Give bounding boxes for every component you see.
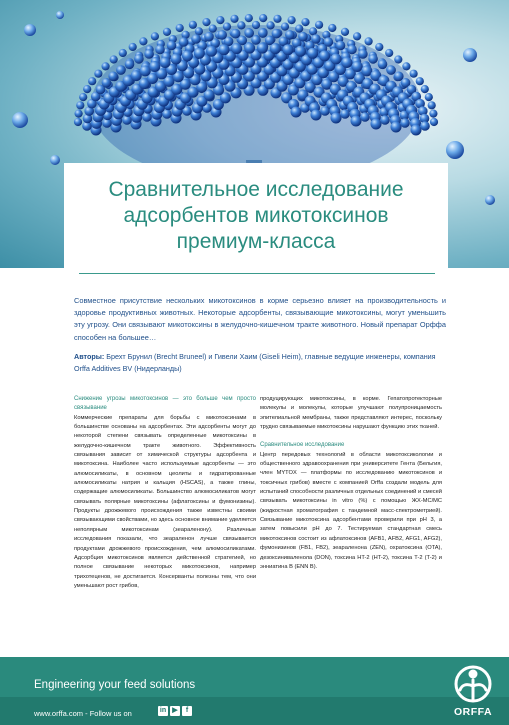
spore bbox=[336, 41, 346, 51]
footer-tagline: Engineering your feed solutions bbox=[34, 679, 196, 691]
spore bbox=[353, 32, 361, 40]
spore bbox=[189, 21, 197, 29]
spore bbox=[244, 43, 255, 54]
orffa-logo-text: ORFFA bbox=[453, 706, 493, 718]
spore bbox=[351, 116, 362, 127]
spore bbox=[402, 62, 410, 70]
spore bbox=[206, 46, 217, 57]
spore bbox=[298, 32, 308, 42]
spore bbox=[83, 85, 91, 93]
spore bbox=[272, 29, 282, 39]
title-divider bbox=[79, 273, 435, 274]
spore bbox=[252, 21, 260, 29]
footer-website-link[interactable]: www.orffa.com - Follow us on bbox=[34, 709, 132, 718]
orffa-logo-mark-icon bbox=[446, 662, 500, 706]
spore bbox=[216, 16, 224, 24]
spore bbox=[171, 54, 182, 65]
spore bbox=[394, 55, 402, 63]
spore bbox=[108, 72, 118, 82]
spore bbox=[259, 14, 267, 22]
spore bbox=[410, 70, 418, 78]
spore bbox=[134, 54, 144, 64]
spore bbox=[237, 21, 245, 29]
spore bbox=[430, 118, 438, 126]
authors-label: Авторы: bbox=[74, 352, 105, 361]
spore bbox=[283, 44, 294, 55]
right-column bbox=[260, 395, 442, 581]
spore bbox=[281, 23, 289, 31]
spore bbox=[319, 50, 330, 61]
left-column bbox=[74, 395, 256, 600]
spore bbox=[425, 93, 433, 101]
spore bbox=[155, 45, 165, 55]
spore bbox=[411, 125, 422, 136]
spore bbox=[219, 44, 230, 55]
spore bbox=[75, 110, 83, 118]
spore bbox=[139, 37, 147, 45]
right-paragraph-2: Центр передовых технологий в области микотоксикологии и общественного здравоохранения при университете Гента (Бельгия, член MYTOX — платформы по исследованию микотоксинов и токсичных грибов) вместе с компанией Orffa создали модель для испытаний способности различных отдельных соединений и смесей связывать микотоксины in vitro (%) с помощью ЖХ-МС/МС (жидкостная хроматография с тандемной масс-спектрометрией). Связывание микотоксина адсорбентами проверили при pH 3, а затем повысили pH до 7. Тестируемая стандартная смесь микотоксинов состоит из афлатоксинов (AFB1, AFB2, AFG1, AFG2), фумонизинов (FB1, FB2), зеараленона (ZEN), охратоксина (OTA), дезоксиниваленола (DON), токсина HT-2 (HT-2), токсина T-2 (T-2) и энниатина B (ENN B). bbox=[260, 451, 442, 570]
spore bbox=[202, 18, 210, 26]
authors-text: Брехт Брунил (Brecht Bruneel) и Гивели Хаим (Giseli Heim), главные ведущие инженеры, компания Orffa Additives BV (Нидерланды) bbox=[74, 352, 436, 373]
spore bbox=[270, 43, 281, 54]
spore bbox=[194, 48, 205, 59]
right-paragraph-1: продуцирующих микотоксины, в корме. Гепатопротекторные молекулы и молекулы, которые улучшают полупроницаемость эпителиальной мембраны, также представляют интерес, поскольку трудно связываемые микотоксины нарушают функцию этих тканей. bbox=[260, 396, 442, 431]
spore bbox=[347, 45, 357, 55]
spore bbox=[231, 43, 242, 54]
spore bbox=[391, 122, 402, 133]
spore bbox=[324, 37, 334, 47]
spore bbox=[380, 115, 390, 125]
spore bbox=[149, 61, 160, 72]
orffa-logo bbox=[446, 662, 500, 722]
spore bbox=[125, 60, 135, 70]
article-title bbox=[64, 177, 448, 255]
spore bbox=[341, 28, 349, 36]
authors-line bbox=[74, 351, 446, 375]
title-line-3: премиум-класса bbox=[176, 230, 336, 253]
spore bbox=[307, 48, 318, 59]
spore bbox=[258, 28, 268, 38]
spore bbox=[309, 27, 317, 35]
spore bbox=[176, 24, 184, 32]
linkedin-icon[interactable]: in bbox=[159, 707, 167, 714]
spore bbox=[341, 57, 352, 68]
spore bbox=[365, 37, 373, 45]
spore bbox=[182, 50, 193, 61]
spore bbox=[267, 21, 275, 29]
spore bbox=[311, 34, 321, 44]
spore bbox=[116, 65, 126, 75]
spore bbox=[421, 85, 429, 93]
spore bbox=[204, 32, 214, 42]
spore bbox=[74, 118, 82, 126]
spore bbox=[223, 23, 231, 31]
spore bbox=[429, 110, 437, 118]
spore bbox=[328, 24, 336, 32]
title-line-1: Сравнительное исследование bbox=[108, 178, 404, 201]
spore bbox=[129, 43, 137, 51]
spore bbox=[79, 93, 87, 101]
spore bbox=[295, 25, 303, 33]
spore bbox=[102, 62, 110, 70]
spore bbox=[352, 61, 363, 72]
spore bbox=[179, 37, 189, 47]
section-heading-comparative: Сравнительное исследование bbox=[260, 442, 345, 449]
spore bbox=[209, 25, 217, 33]
spore bbox=[358, 49, 368, 59]
spore bbox=[285, 30, 295, 40]
spore bbox=[167, 41, 177, 51]
spore bbox=[360, 112, 370, 122]
spore bbox=[88, 77, 96, 85]
section-heading-threat: Снижение угрозы микотоксинов — это больше чем просто связывание bbox=[74, 396, 256, 412]
spore bbox=[144, 49, 154, 59]
facebook-icon[interactable]: f bbox=[182, 706, 192, 716]
spore bbox=[231, 29, 241, 39]
spore bbox=[385, 49, 393, 57]
spore bbox=[386, 65, 396, 75]
spore bbox=[311, 110, 322, 121]
footer bbox=[0, 657, 509, 725]
spore bbox=[295, 46, 306, 57]
spore bbox=[257, 43, 268, 54]
spore bbox=[151, 32, 159, 40]
spore bbox=[163, 28, 171, 36]
spore bbox=[315, 21, 323, 29]
spore bbox=[140, 65, 151, 76]
spore bbox=[331, 54, 342, 65]
spore bbox=[94, 70, 102, 78]
left-paragraph: Коммерческие препараты для борьбы с микотоксинами в большинстве основаны на адсорбентах. Эти адсорбенты могут до некоторой степени связывать определенные микотоксины в желудочно-кишечном тракте животного. Эффективность связывания зависит от химической структуры адсорбента и микотоксина. Наиболее часто используемые адсорбенты — это алюмосиликаты, в основном цеолиты и гидратированные алюмосиликаты натрия и кальция (HSCAS), а также глины, содержащие алюмосиликаты. Большинство алюмосиликатов могут связывать полярные микотоксины (афлатоксины и фумонизины). Продукты дрожжевого происхождения также известны своими связывающими свойствами, но здесь основное внимание уделяется неполярным микотоксинам (зеараленону). Различные исследования показали, что зеараленон лучше связывается продуктами дрожжевого происхождения, чем алюмосиликатами. Адсорбция микотоксинов является действенной стратегией, но полное связывание некоторых микотоксинов, например трихотеценов, не достигается. Консерванты полезны тем, что они уменьшают рост грибов, bbox=[74, 414, 256, 589]
spore bbox=[416, 77, 424, 85]
spore bbox=[301, 18, 309, 26]
spore bbox=[244, 28, 254, 38]
spore bbox=[76, 101, 84, 109]
spore bbox=[195, 27, 203, 35]
spore bbox=[368, 54, 378, 64]
spore bbox=[400, 118, 410, 128]
spore bbox=[119, 49, 127, 57]
youtube-icon[interactable]: ▶ bbox=[170, 706, 180, 716]
spore bbox=[378, 60, 388, 70]
spore bbox=[288, 16, 296, 24]
spore bbox=[375, 43, 383, 51]
title-line-2: адсорбентов микотоксинов bbox=[123, 204, 389, 227]
lead-paragraph: Совместное присутствие нескольких микотоксинов в корме серьезно влияет на производительность и здоровье продуктивных животных. Некоторые адсорбенты, связывающие микотоксины, могут уменьшить эту угрозу. Они связывают микотоксины в желудочно-кишечном тракте животного. Новый препарат Орффа способен на большее… bbox=[74, 296, 446, 342]
spore bbox=[251, 35, 261, 45]
spore bbox=[230, 15, 238, 23]
spore bbox=[217, 30, 227, 40]
spore bbox=[371, 119, 382, 130]
spore bbox=[245, 14, 253, 22]
spore bbox=[331, 113, 342, 124]
spore bbox=[420, 121, 430, 131]
spore bbox=[160, 57, 171, 68]
spore bbox=[291, 107, 302, 118]
spore bbox=[110, 55, 118, 63]
spore bbox=[273, 15, 281, 23]
spore bbox=[191, 34, 201, 44]
spore bbox=[142, 112, 152, 122]
footer-top-band bbox=[0, 657, 509, 697]
spore bbox=[428, 101, 436, 109]
